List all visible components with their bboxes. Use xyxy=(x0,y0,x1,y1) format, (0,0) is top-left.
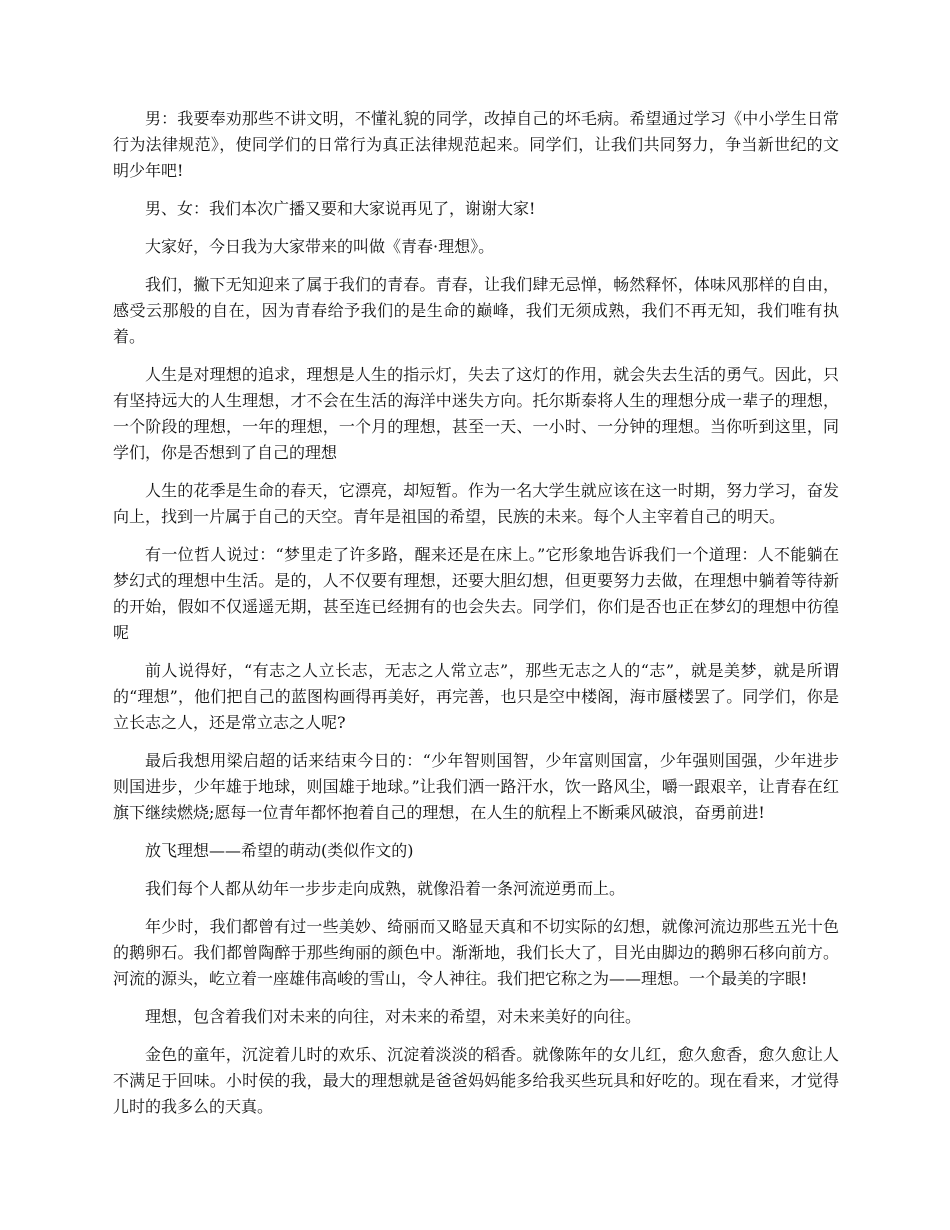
paragraph: 我们，撇下无知迎来了属于我们的青春。青春，让我们肆无忌惮，畅然释怀，体味风那样的自由，感受云那般的自在，因为青春给予我们的是生命的巅峰，我们无须成熟，我们不再无知，我们唯有执着。 xyxy=(113,275,839,346)
section-title: 放飞理想——希望的萌动(类似作文的) xyxy=(145,841,414,860)
paragraph: 理想，包含着我们对未来的向往，对未来的希望，对未来美好的向往。 xyxy=(145,1007,642,1026)
paragraph: 年少时，我们都曾有过一些美妙、绮丽而又略显天真和不切实际的幻想，就像河流边那些五光十色的鹅卵石。我们都曾陶醉于那些绚丽的颜色中。渐渐地，我们长大了，目光由脚边的鹅卵石移向前方。河流的源头，屹立着一座雄伟高峻的雪山，令人神往。我们把它称之为——理想。一个最美的字眼! xyxy=(113,917,839,988)
paragraph: 前人说得好，“有志之人立长志，无志之人常立志”，那些无志之人的“志”，就是美梦，就是所谓的“理想”，他们把自己的蓝图构画得再美好，再完善，也只是空中楼阁，海市蜃楼罢了。同学们，你是立长志之人，还是常立志之人呢? xyxy=(113,661,839,732)
paragraph: 我们每个人都从幼年一步步走向成熟，就像沿着一条河流逆勇而上。 xyxy=(145,879,626,898)
paragraph: 大家好，今日我为大家带来的叫做《青春·理想》。 xyxy=(145,237,495,256)
paragraph: 人生的花季是生命的春天，它漂亮，却短暂。作为一名大学生就应该在这一时期，努力学习，奋发向上，找到一片属于自己的天空。青年是祖国的希望，民族的未来。每个人主宰着自己的明天。 xyxy=(113,481,839,526)
document-page xyxy=(113,106,839,1132)
paragraph: 金色的童年，沉淀着儿时的欢乐、沉淀着淡淡的稻香。就像陈年的女儿红，愈久愈香，愈久愈让人不满足于回味。小时侯的我，最大的理想就是爸爸妈妈能多给我买些玩具和好吃的。现在看来，才觉得儿时的我多么的天真。 xyxy=(113,1045,839,1116)
paragraph: 男、女：我们本次广播又要和大家说再见了，谢谢大家! xyxy=(145,199,536,218)
paragraph: 最后我想用梁启超的话来结束今日的：“少年智则国智，少年富则国富，少年强则国强，少年进步则国进步，少年雄于地球，则国雄于地球。”让我们洒一路汗水，饮一路风尘，嚼一跟艰辛，让青春在红旗下继续燃烧;愿每一位青年都怀抱着自己的理想，在人生的航程上不断乘风破浪，奋勇前进! xyxy=(113,751,839,822)
paragraph: 人生是对理想的追求，理想是人生的指示灯，失去了这灯的作用，就会失去生活的勇气。因此，只有坚持远大的人生理想，才不会在生活的海洋中迷失方向。托尔斯泰将人生的理想分成一辈子的理想，一个阶段的理想，一年的理想，一个月的理想，甚至一天、一小时、一分钟的理想。当你听到这里，同学们，你是否想到了自己的理想 xyxy=(113,365,839,462)
paragraph: 有一位哲人说过：“梦里走了许多路，醒来还是在床上。”它形象地告诉我们一个道理：人不能躺在梦幻式的理想中生活。是的，人不仅要有理想，还要大胆幻想，但更要努力去做，在理想中躺着等待新的开始，假如不仅遥遥无期，甚至连已经拥有的也会失去。同学们，你们是否也正在梦幻的理想中彷徨呢 xyxy=(113,545,839,642)
paragraph: 男：我要奉劝那些不讲文明，不懂礼貌的同学，改掉自己的坏毛病。希望通过学习《中小学生日常行为法律规范》，使同学们的日常行为真正法律规范起来。同学们，让我们共同努力，争当新世纪的文明少年吧! xyxy=(113,109,839,180)
